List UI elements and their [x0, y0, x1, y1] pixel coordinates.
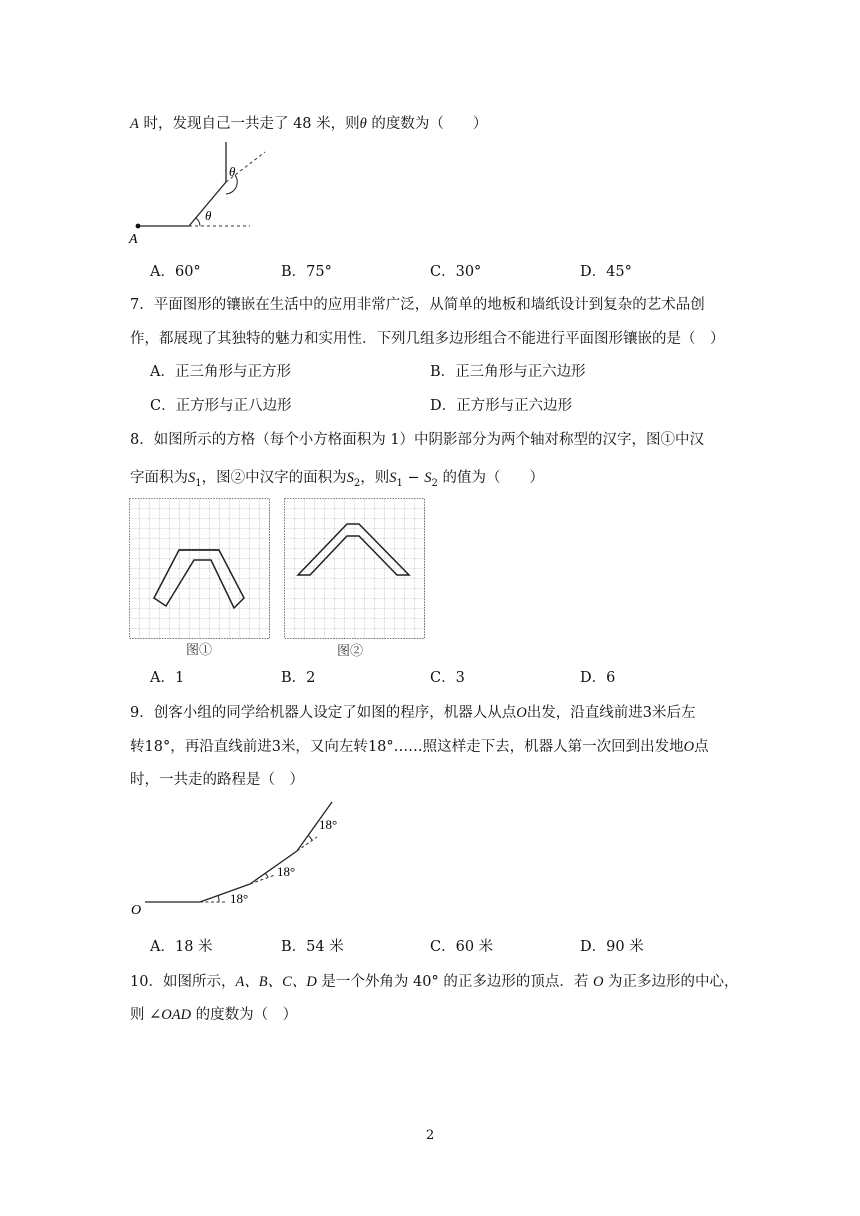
option-text: 正方形与正六边形: [456, 398, 573, 414]
q8-option-b[interactable]: [281, 666, 315, 687]
angle-arc-3: [308, 835, 312, 840]
q8-line-2: [130, 466, 544, 489]
point-o: O: [516, 705, 527, 721]
point-a-label: A: [130, 116, 139, 132]
option-text: 2: [306, 670, 316, 686]
start-dot: [136, 224, 141, 229]
q9-option-b[interactable]: [281, 935, 344, 956]
dashed-extension-2: [250, 875, 275, 884]
option-text: 60°: [174, 264, 201, 280]
text-span: ……照这样走下去，机器人第一次回到出发地: [393, 739, 684, 755]
text-span: 的值为（ ）: [437, 470, 544, 486]
vertex-labels: A、B、C、D: [235, 974, 317, 990]
angle-arc-2: [265, 873, 268, 877]
angle-label-2: 18°: [277, 864, 296, 879]
text-span: 米后左: [651, 705, 696, 721]
text-span: 的正多边形的顶点．若: [438, 974, 593, 990]
text-span: 为正多边形的中心，: [603, 974, 739, 990]
option-label: C．: [430, 939, 456, 955]
q8-figure-2-grid: [284, 498, 425, 639]
q7-option-a[interactable]: [150, 360, 291, 381]
q9-option-a[interactable]: [150, 935, 213, 956]
theta-bottom-label: θ: [205, 208, 212, 223]
option-text: 45°: [606, 264, 632, 280]
option-text: 75°: [306, 264, 332, 280]
option-text: 60 米: [455, 939, 494, 955]
q7-line-2: 作，都展现了其独特的魅力和实用性．下列几组多边形组合不能进行平面图形镶嵌的是（ ）: [130, 331, 725, 347]
q10-line-2: [130, 1003, 297, 1024]
option-text: 30°: [455, 264, 482, 280]
option-label: D．: [580, 264, 607, 280]
var-s: S: [424, 470, 432, 486]
var-s: S: [389, 470, 397, 486]
text-span: 9．创客小组的同学给机器人设定了如图的程序，机器人从点: [130, 705, 517, 721]
page-number: 2: [426, 1128, 435, 1143]
option-label: D．: [430, 398, 457, 414]
option-text: 3: [455, 670, 465, 686]
text-span: 转: [130, 739, 145, 755]
text-span: 则: [130, 1007, 150, 1023]
option-text: 正方形与正八边形: [175, 398, 292, 414]
q8-figure-1-caption: 图①: [186, 643, 213, 658]
text-span: 的度数为（ ）: [366, 116, 488, 132]
point-o-label: O: [131, 903, 142, 918]
angle-arc-1: [218, 895, 219, 902]
option-text: 90 米: [606, 939, 644, 955]
option-label: C．: [150, 398, 176, 414]
q6-option-b[interactable]: [281, 260, 332, 281]
minus-sign: −: [402, 470, 425, 486]
text-span: ，则: [360, 470, 390, 486]
option-label: B．: [281, 670, 307, 686]
text-span: ，再沿直线前进: [170, 739, 272, 755]
option-text: 18 米: [174, 939, 213, 955]
q7-option-d[interactable]: [430, 394, 572, 415]
q9-line-1: [130, 701, 695, 722]
q7-option-c[interactable]: [150, 394, 292, 415]
angle-expression: ∠OAD: [149, 1007, 192, 1023]
angle-label-1: 18°: [230, 891, 249, 906]
q8-figure-1-grid: [129, 498, 270, 639]
q9-option-d[interactable]: [580, 935, 644, 956]
option-label: B．: [281, 939, 307, 955]
text-span: 的度数为（ ）: [191, 1007, 298, 1023]
text-span: 时，发现自己一共走了 48 米，则: [138, 116, 360, 132]
text-span: 点: [694, 739, 709, 755]
point-a-label: A: [129, 232, 138, 247]
option-label: A．: [150, 264, 175, 280]
point-o: O: [683, 739, 695, 755]
theta-top-label: θ: [229, 164, 236, 179]
var-s: S: [188, 470, 196, 486]
option-text: 1: [174, 670, 185, 686]
text-span: 出发，沿直线前进: [526, 705, 643, 721]
q9-line-3: 时，一共走的路程是（ ）: [130, 772, 304, 788]
option-label: C．: [430, 264, 456, 280]
text-span: 10．如图所示，: [130, 974, 236, 990]
q8-option-c[interactable]: [430, 666, 465, 687]
angle-value: 40°: [413, 974, 439, 990]
q8-line-1: 8．如图所示的方格（每个小方格面积为 1）中阴影部分为两个轴对称型的汉字，图①中汉: [130, 432, 705, 448]
subscript: 1: [396, 477, 403, 489]
text-span: 是一个外角为: [316, 974, 414, 990]
q7-line-1: 7．平面图形的镶嵌在生活中的应用非常广泛，从简单的地板和墙纸设计到复杂的艺术品创: [130, 297, 705, 313]
option-text: 54 米: [306, 939, 344, 955]
option-label: B．: [281, 264, 307, 280]
subscript: 1: [195, 477, 202, 489]
text-span: 字面积为: [130, 470, 188, 486]
option-label: A．: [150, 670, 175, 686]
option-label: A．: [150, 939, 175, 955]
angle-value: 18°: [144, 739, 171, 755]
theta-symbol: θ: [359, 116, 367, 132]
q10-line-1: [130, 970, 739, 991]
q6-option-d[interactable]: [580, 260, 632, 281]
q6-option-c[interactable]: [430, 260, 481, 281]
angle-label-3: 18°: [319, 817, 338, 832]
option-label: A．: [150, 364, 175, 380]
q7-option-b[interactable]: [430, 360, 586, 381]
angle-value: 18°: [367, 739, 394, 755]
text-span: ，图②中汉字的面积为: [201, 470, 347, 486]
q9-line-2: [130, 735, 709, 756]
option-text: 正三角形与正方形: [174, 364, 291, 380]
q6-text-line: [130, 112, 487, 133]
q8-figure-2-caption: 图②: [337, 644, 364, 659]
option-label: D．: [580, 670, 607, 686]
number: 3: [642, 705, 652, 721]
number: 3: [271, 739, 281, 755]
var-s: S: [346, 470, 354, 486]
option-text: 正三角形与正六边形: [455, 364, 586, 380]
text-span: 米，又向左转: [280, 739, 368, 755]
dashed-extension-3: [297, 837, 317, 851]
option-label: D．: [580, 939, 607, 955]
angle-arc-bottom: [196, 218, 200, 226]
subscript: 2: [353, 477, 361, 489]
option-label: C．: [430, 670, 456, 686]
option-label: B．: [430, 364, 456, 380]
q9-figure: [125, 798, 355, 920]
option-text: 6: [606, 670, 616, 686]
q8-option-a[interactable]: [150, 666, 184, 687]
q6-option-a[interactable]: [150, 260, 201, 281]
subscript: 2: [431, 477, 438, 489]
q6-figure: [125, 138, 275, 248]
q8-option-d[interactable]: [580, 666, 615, 687]
q9-option-c[interactable]: [430, 935, 493, 956]
point-o: O: [592, 974, 604, 990]
